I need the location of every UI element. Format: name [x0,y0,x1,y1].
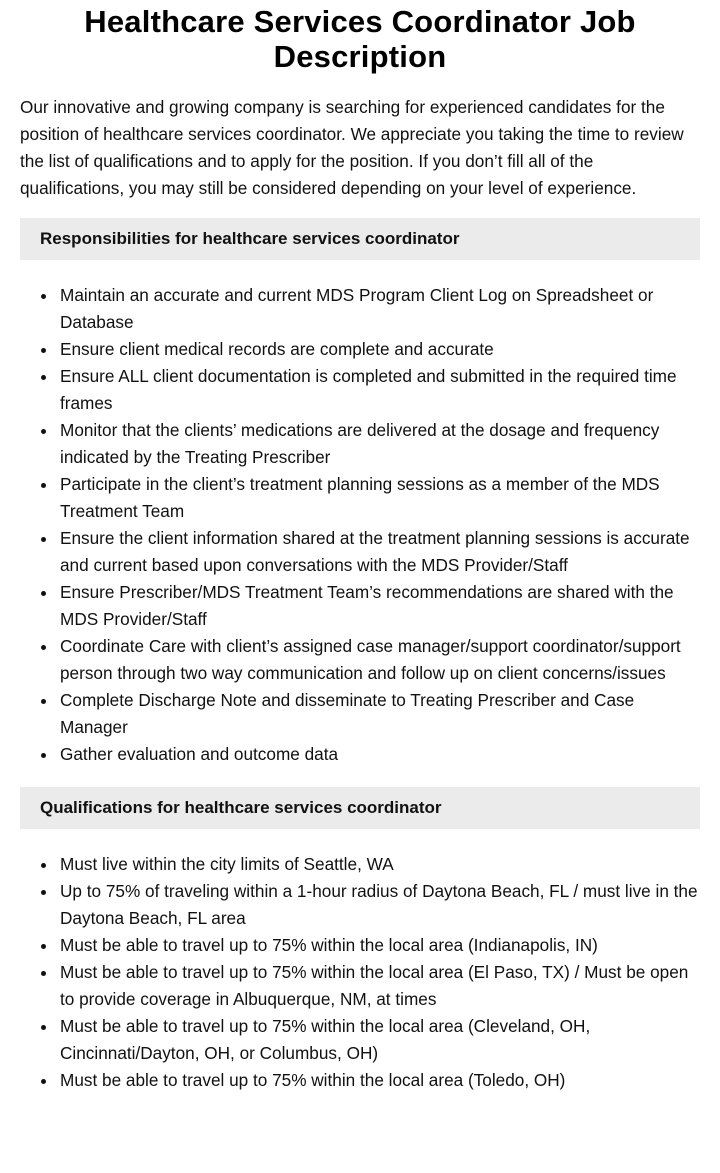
bullet-icon [41,429,46,434]
responsibilities-list [20,282,700,768]
list-item: Monitor that the clients’ medications are delivered at the dosage and frequency indicated by the Treating Prescriber [60,417,700,471]
bullet-icon [41,890,46,895]
list-item: Must be able to travel up to 75% within the local area (Indianapolis, IN) [60,932,700,959]
list-item: Ensure the client information shared at the treatment planning sessions is accurate and current based upon conversations with the MDS Provider/Staff [60,525,700,579]
qualifications-section [20,787,700,1094]
list-item: Ensure Prescriber/MDS Treatment Team’s recommendations are shared with the MDS Provider/Staff [60,579,700,633]
list-item: Ensure ALL client documentation is completed and submitted in the required time frames [60,363,700,417]
list-item: Up to 75% of traveling within a 1-hour radius of Daytona Beach, FL / must live in the Daytona Beach, FL area [60,878,700,932]
bullet-icon [41,537,46,542]
section-heading-qualifications: Qualifications for healthcare services coordinator [20,787,700,829]
list-item: Participate in the client’s treatment planning sessions as a member of the MDS Treatment Team [60,471,700,525]
list-item: Must be able to travel up to 75% within the local area (El Paso, TX) / Must be open to provide coverage in Albuquerque, NM, at times [60,959,700,1013]
bullet-icon [41,971,46,976]
responsibilities-section [20,218,700,768]
bullet-icon [41,294,46,299]
bullet-icon [41,348,46,353]
qualifications-list [20,851,700,1094]
bullet-icon [41,699,46,704]
page-title: Healthcare Services Coordinator Job Description [84,4,636,74]
bullet-icon [41,645,46,650]
list-item: Must be able to travel up to 75% within the local area (Cleveland, OH, Cincinnati/Dayton, OH, or Columbus, OH) [60,1013,700,1067]
list-item: Complete Discharge Note and disseminate to Treating Prescriber and Case Manager [60,687,700,741]
bullet-icon [41,1025,46,1030]
bullet-icon [41,375,46,380]
bullet-icon [41,753,46,758]
bullet-icon [41,863,46,868]
intro-paragraph: Our innovative and growing company is searching for experienced candidates for the position of healthcare services coordinator. We appreciate you taking the time to review the list of qualifications and to apply for the position. If you don’t fill all of the qualifications, you may still be considered depending on your level of experience. [20,97,684,198]
list-item: Maintain an accurate and current MDS Program Client Log on Spreadsheet or Database [60,282,700,336]
bullet-icon [41,483,46,488]
list-item: Must be able to travel up to 75% within the local area (Toledo, OH) [60,1067,700,1094]
list-item: Ensure client medical records are complete and accurate [60,336,700,363]
bullet-icon [41,944,46,949]
list-item: Coordinate Care with client’s assigned case manager/support coordinator/support person through two way communication and follow up on client concerns/issues [60,633,700,687]
bullet-icon [41,591,46,596]
section-heading-responsibilities: Responsibilities for healthcare services coordinator [20,218,700,260]
bullet-icon [41,1079,46,1084]
list-item: Must live within the city limits of Seattle, WA [60,851,700,878]
list-item: Gather evaluation and outcome data [60,741,700,768]
